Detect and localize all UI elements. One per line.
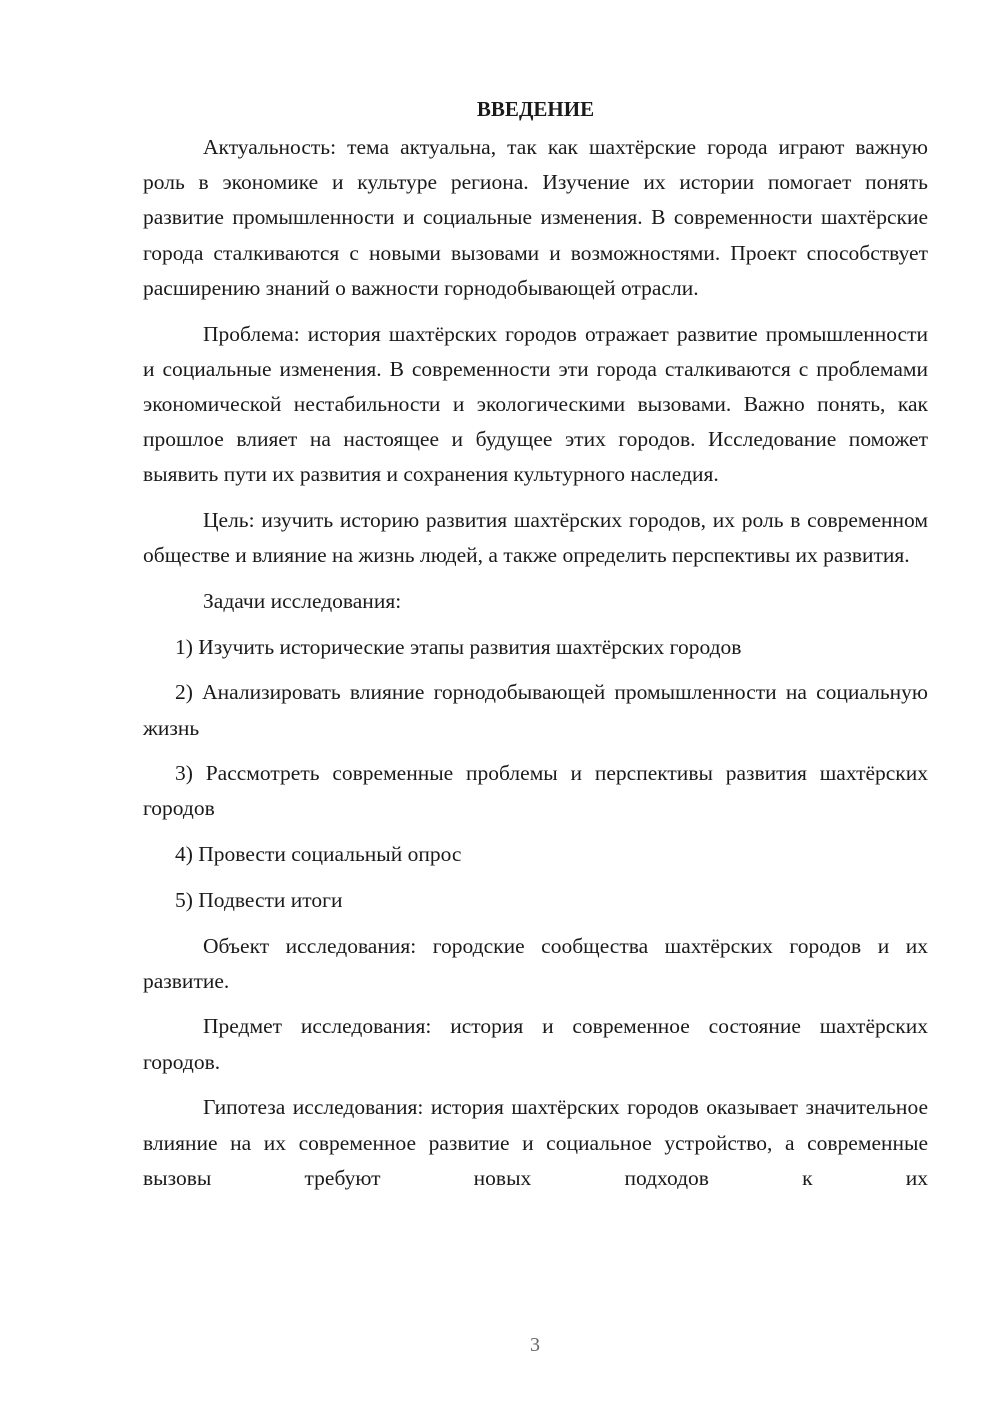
goal-paragraph: Цель: изучить историю развития шахтёрских городов, их роль в современном обществе и влияние на жизнь людей, а также определить перспективы их развития. <box>143 508 928 568</box>
object-paragraph: Объект исследования: городские сообщества шахтёрских городов и их развитие. <box>143 933 928 993</box>
problem-paragraph: Проблема: история шахтёрских городов отражает развитие промышленности и социальные изменения. В современности эти города сталкиваются с проблемами экономической нестабильности и экологическими вызовами. Важно понять, как прошлое влияет на настоящее и будущее этих городов. Исследование поможет выявить пути их развития и сохранения культурного наследия. <box>143 321 928 487</box>
document-page <box>143 92 928 1196</box>
task-item: 5) Подвести итоги <box>175 887 343 912</box>
task-item: 2) Анализировать влияние горнодобывающей промышленности на социальную жизнь <box>143 680 928 740</box>
hypothesis-paragraph: Гипотеза исследования: история шахтёрских городов оказывает значительное влияние на их современное развитие и социальное устройство, а современные вызовы требуют новых подходов к их <box>143 1095 928 1190</box>
task-item: 4) Провести социальный опрос <box>175 842 462 867</box>
subject-paragraph: Предмет исследования: история и современное состояние шахтёрских городов. <box>143 1014 928 1074</box>
relevance-paragraph: Актуальность: тема актуальна, так как шахтёрские города играют важную роль в экономике и культуре региона. Изучение их истории помогает понять развитие промышленности и социальные изменения. В современности шахтёрские города сталкиваются с новыми вызовами и возможностями. Проект способствует расширению знаний о важности горнодобывающей отрасли. <box>143 135 928 300</box>
tasks-heading: Задачи исследования: <box>203 588 402 613</box>
page-number: 3 <box>530 1334 540 1356</box>
section-title: ВВЕДЕНИЕ <box>476 97 595 121</box>
task-item: 1) Изучить исторические этапы развития шахтёрских городов <box>175 634 742 659</box>
task-item: 3) Рассмотреть современные проблемы и перспективы развития шахтёрских городов <box>143 761 928 821</box>
